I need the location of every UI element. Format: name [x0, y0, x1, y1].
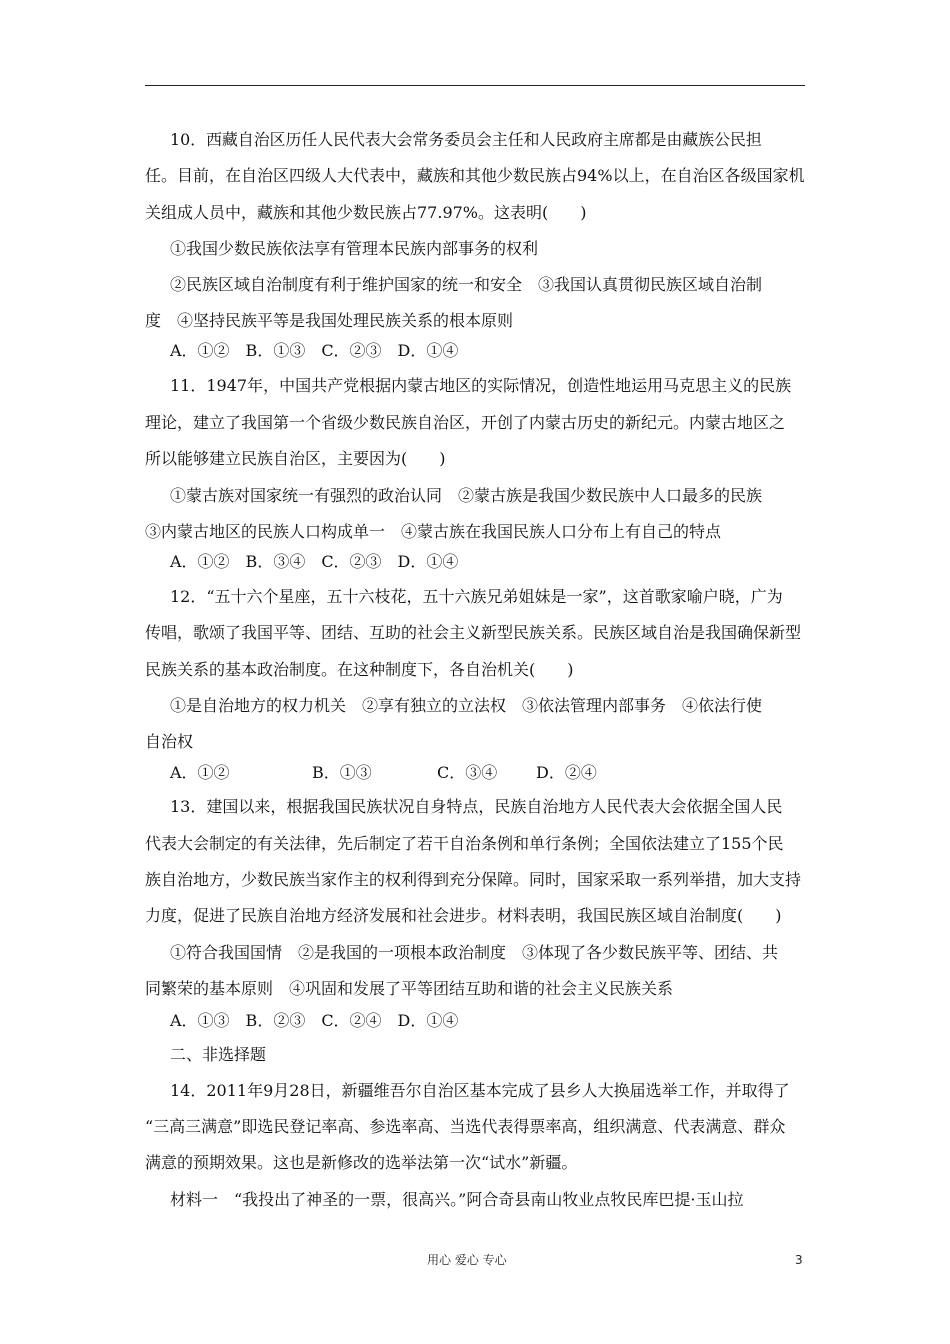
q10-line-3: 关组成人员中，藏族和其他少数民族占77.97%。这表明( )	[145, 203, 587, 222]
page-number: 3	[795, 1253, 803, 1267]
q12-line-2: 传唱，歌颂了我国平等、团结、互助的社会主义新型民族关系。民族区域自治是我国确保新型	[145, 623, 802, 642]
q11-line-2: 理论，建立了我国第一个省级少数民族自治区，开创了内蒙古历史的新纪元。内蒙古地区之	[145, 413, 786, 432]
q12-option-c: C．③④	[437, 763, 498, 782]
q14-line-3: 满意的预期效果。这也是新修改的选举法第一次“试水”新疆。	[145, 1153, 578, 1172]
q10-line-2: 任。目前，在自治区四级人大代表中，藏族和其他少数民族占94%以上，在自治区各级国家机	[145, 166, 805, 185]
q13-options: A．①③ B．②③ C．②④ D．①④	[170, 1011, 459, 1030]
q13-statement-1: ①符合我国国情 ②是我国的一项根本政治制度 ③体现了各少数民族平等、团结、共	[170, 943, 779, 962]
q14-line-2: “三高三满意”即选民登记率高、参选率高、当选代表得票率高，组织满意、代表满意、群众	[145, 1117, 786, 1136]
q11-statement-2: ③内蒙古地区的民族人口构成单一 ④蒙古族在我国民族人口分布上有自己的特点	[145, 522, 722, 541]
q14-material-1: 材料一 “我投出了神圣的一票，很高兴。”阿合奇县南山牧业点牧民库巴提·玉山拉	[170, 1190, 744, 1209]
q12-option-d: D．②④	[536, 763, 597, 782]
q12-statement-2: 自治权	[145, 732, 194, 751]
q11-statement-1: ①蒙古族对国家统一有强烈的政治认同 ②蒙古族是我国少数民族中人口最多的民族	[170, 486, 763, 505]
q14-line-1: 14．2011年9月28日，新疆维吾尔自治区基本完成了县乡人大换届选举工作，并取得了	[170, 1081, 790, 1100]
q13-line-1: 13．建国以来，根据我国民族状况自身特点，民族自治地方人民代表大会依据全国人民	[170, 797, 783, 816]
q13-line-2: 代表大会制定的有关法律，先后制定了若干自治条例和单行条例；全国依法建立了155个民	[145, 834, 784, 853]
q11-line-3: 所以能够建立民族自治区，主要因为( )	[145, 449, 446, 468]
q12-line-3: 民族关系的基本政治制度。在这种制度下，各自治机关( )	[145, 660, 574, 679]
q13-statement-2: 同繁荣的基本原则 ④巩固和发展了平等团结互助和谐的社会主义民族关系	[145, 979, 674, 998]
section-heading-non-choice: 二、非选择题	[170, 1045, 267, 1064]
header-rule	[145, 85, 805, 86]
q11-line-1: 11．1947年，中国共产党根据内蒙古地区的实际情况，创造性地运用马克思主义的民族	[170, 376, 792, 395]
q10-statement-3: 度 ④坚持民族平等是我国处理民族关系的根本原则	[145, 311, 514, 330]
q13-line-4: 力度，促进了民族自治地方经济发展和社会进步。材料表明，我国民族区域自治制度( )	[145, 906, 782, 925]
q12-line-1: 12．“五十六个星座，五十六枝花，五十六族兄弟姐妹是一家”，这首歌家喻户晓，广为	[170, 587, 783, 606]
q12-option-a: A．①②	[170, 763, 230, 782]
q10-options: A．①② B．①③ C．②③ D．①④	[170, 341, 459, 360]
footer-motto: 用心 爱心 专心	[427, 1253, 507, 1267]
q10-line-1: 10．西藏自治区历任人民代表大会常务委员会主任和人民政府主席都是由藏族公民担	[170, 130, 762, 149]
q12-option-b: B．①③	[312, 763, 372, 782]
q12-statement-1: ①是自治地方的权力机关 ②享有独立的立法权 ③依法管理内部事务 ④依法行使	[170, 696, 763, 715]
q10-statement-1: ①我国少数民族依法享有管理本民族内部事务的权利	[170, 239, 539, 258]
q13-line-3: 族自治地方，少数民族当家作主的权利得到充分保障。同时，国家采取一系列举措，加大支持	[145, 870, 802, 889]
q11-options: A．①② B．③④ C．②③ D．①④	[170, 552, 459, 571]
q10-statement-2: ②民族区域自治制度有利于维护国家的统一和安全 ③我国认真贯彻民族区域自治制	[170, 275, 763, 294]
